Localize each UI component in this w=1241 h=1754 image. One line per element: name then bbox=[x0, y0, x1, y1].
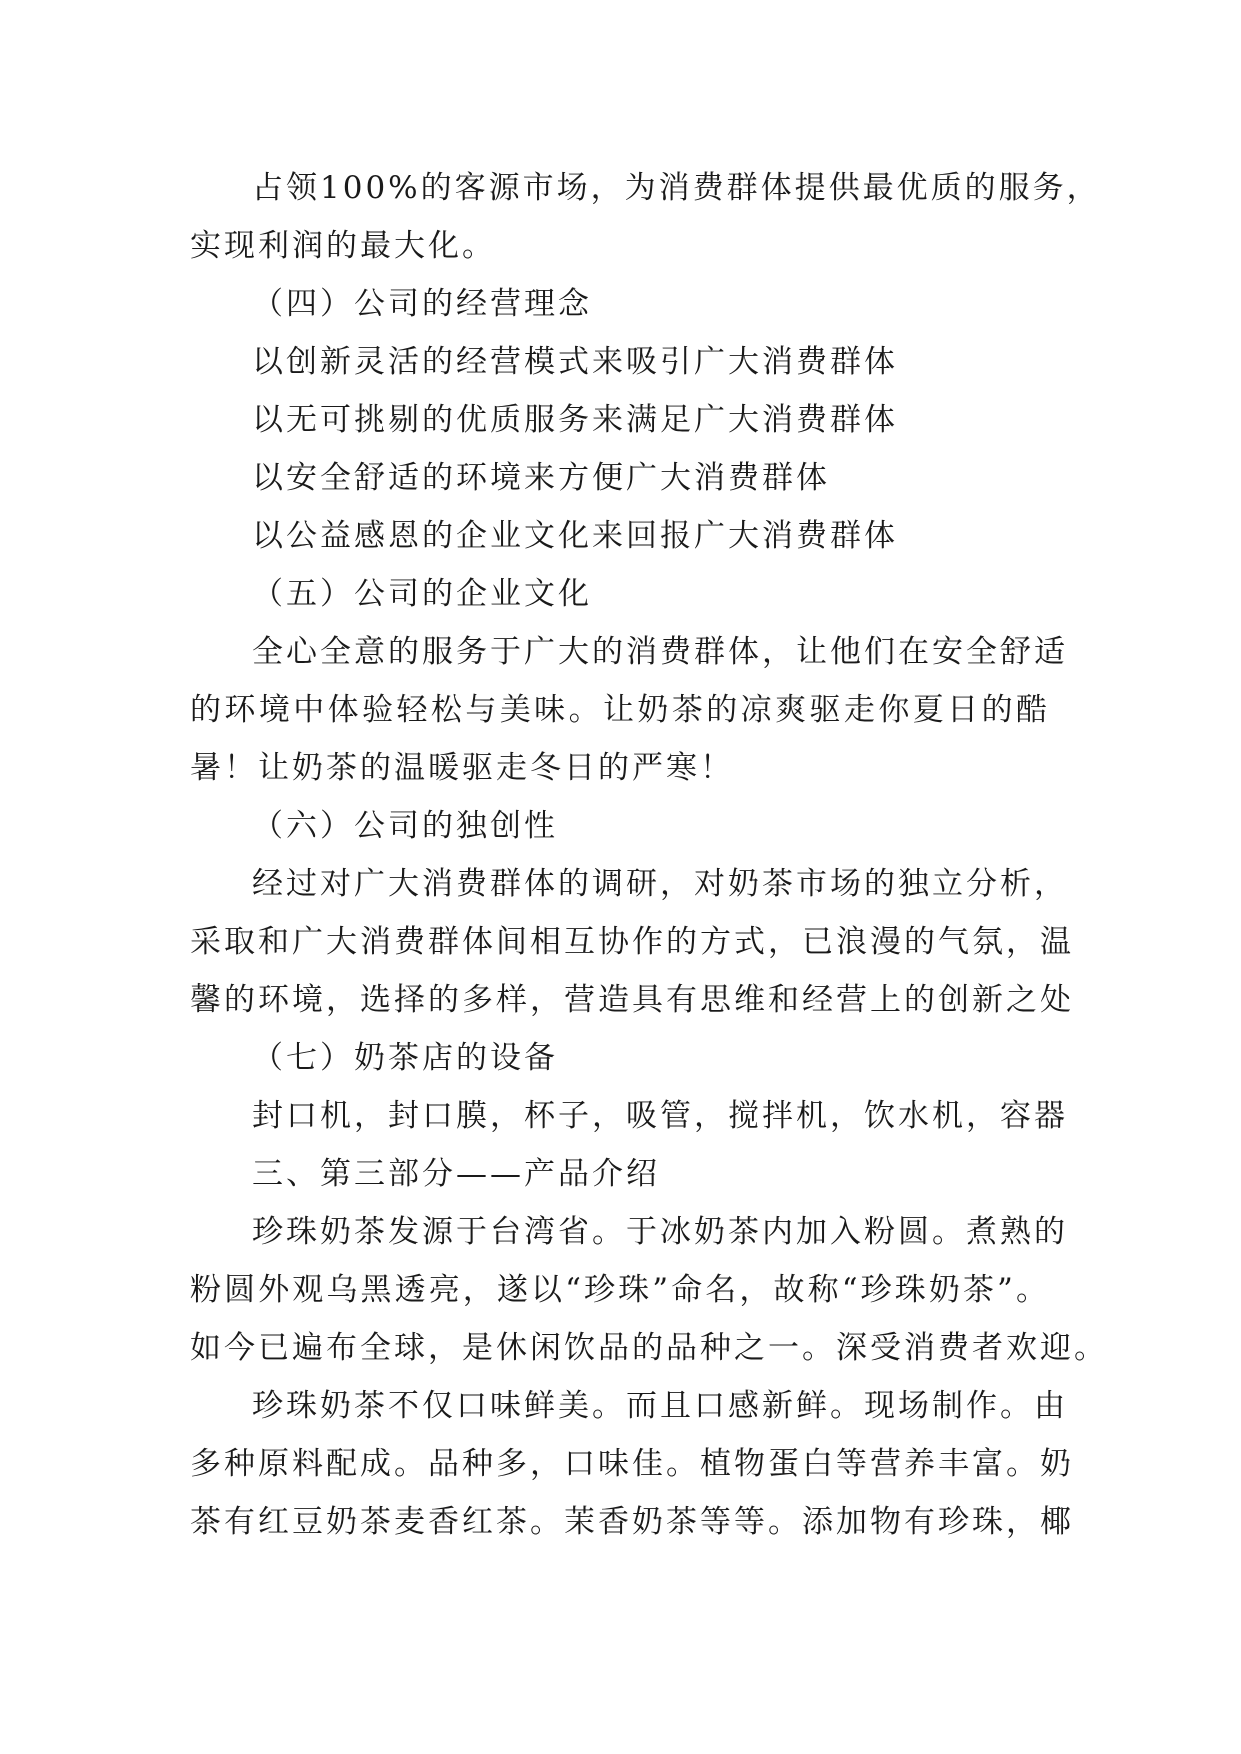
paragraph-line: 采取和广大消费群体间相互协作的方式，已浪漫的气氛，温 bbox=[190, 924, 1074, 960]
paragraph-line: 多种原料配成。品种多，口味佳。植物蛋白等营养丰富。奶 bbox=[190, 1446, 1074, 1482]
paragraph-line: 经过对广大消费群体的调研，对奶茶市场的独立分析， bbox=[252, 866, 1068, 902]
section-heading: （四）公司的经营理念 bbox=[252, 286, 592, 322]
paragraph-line: 的环境中体验轻松与美味。让奶茶的凉爽驱走你夏日的酷 bbox=[190, 692, 1050, 728]
paragraph-line: 实现利润的最大化。 bbox=[190, 228, 496, 264]
paragraph-line: 粉圆外观乌黑透亮，遂以“珍珠”命名，故称“珍珠奶茶”。 bbox=[190, 1272, 1050, 1308]
paragraph-line: 以安全舒适的环境来方便广大消费群体 bbox=[252, 460, 830, 496]
paragraph-line: 如今已遍布全球，是休闲饮品的品种之一。深受消费者欢迎。 bbox=[190, 1330, 1108, 1366]
paragraph-line: 以创新灵活的经营模式来吸引广大消费群体 bbox=[252, 344, 898, 380]
paragraph-line: 茶有红豆奶茶麦香红茶。茉香奶茶等等。添加物有珍珠，椰 bbox=[190, 1504, 1074, 1540]
section-heading: 三、第三部分——产品介绍 bbox=[252, 1156, 660, 1192]
paragraph-line: 珍珠奶茶不仅口味鲜美。而且口感新鲜。现场制作。由 bbox=[252, 1388, 1068, 1424]
section-heading: （七）奶茶店的设备 bbox=[252, 1040, 558, 1076]
paragraph-line: 暑！让奶茶的温暖驱走冬日的严寒！ bbox=[190, 750, 734, 786]
paragraph-line: 以公益感恩的企业文化来回报广大消费群体 bbox=[252, 518, 898, 554]
paragraph-line: 以无可挑剔的优质服务来满足广大消费群体 bbox=[252, 402, 898, 438]
paragraph-line: 封口机，封口膜，杯子，吸管，搅拌机，饮水机，容器 bbox=[252, 1098, 1068, 1134]
section-heading: （六）公司的独创性 bbox=[252, 808, 558, 844]
paragraph-line: 全心全意的服务于广大的消费群体，让他们在安全舒适 bbox=[252, 634, 1068, 670]
paragraph-line: 馨的环境，选择的多样，营造具有思维和经营上的创新之处 bbox=[190, 982, 1074, 1018]
paragraph-line: 珍珠奶茶发源于台湾省。于冰奶茶内加入粉圆。煮熟的 bbox=[252, 1214, 1068, 1250]
paragraph-line: 占领100%的客源市场，为消费群体提供最优质的服务， bbox=[252, 170, 1101, 206]
section-heading: （五）公司的企业文化 bbox=[252, 576, 592, 612]
